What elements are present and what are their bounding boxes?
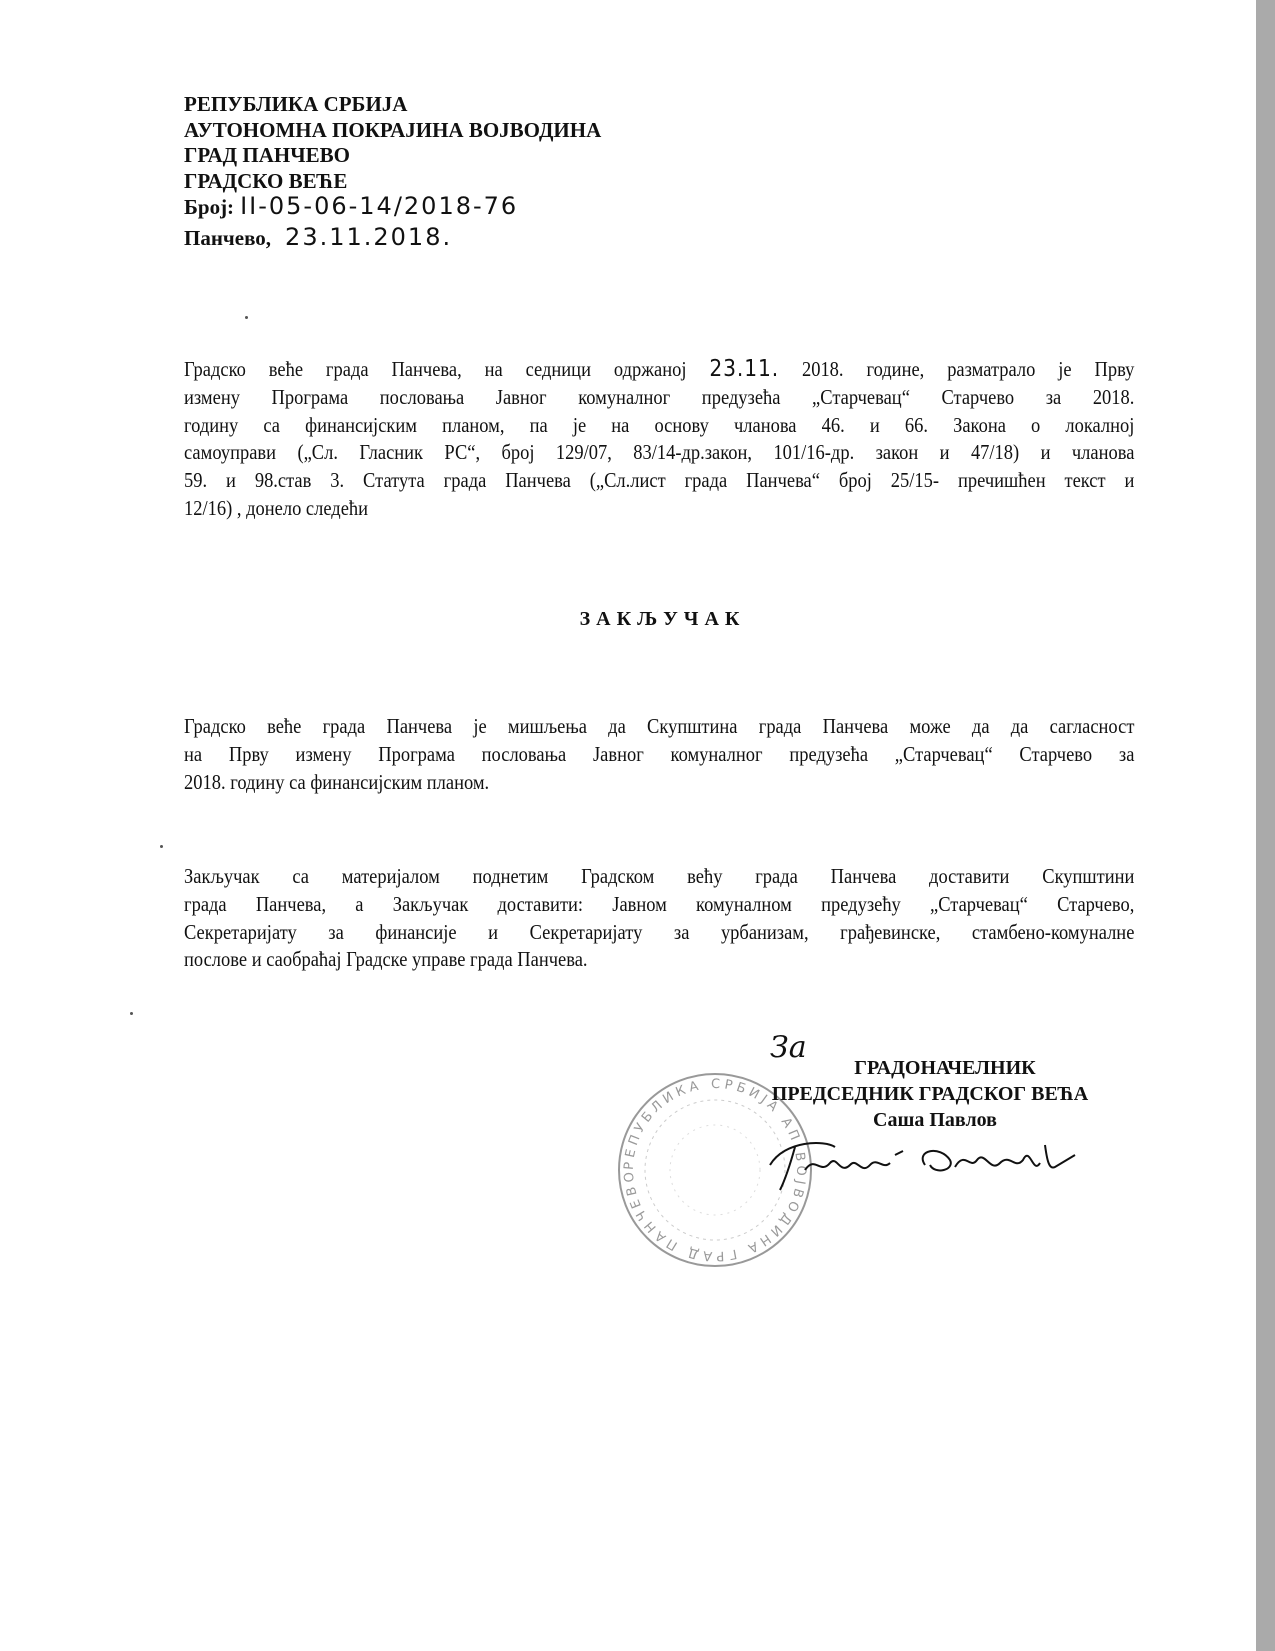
document-place-date (184, 222, 601, 252)
intro-line: самоуправи („Сл. Гласник РС“, број 129/07, 83/14-др.закон, 101/16-др. закон и 47/18) и чланова (184, 440, 1135, 465)
date-value: 23.11.2018. (285, 222, 453, 251)
delivery-line: града Панчева, а Закључак доставити: Јавном комуналном предузећу „Старчевац“ Старчево, (184, 891, 1135, 916)
signature-prefix: За (770, 1030, 807, 1065)
document-header (184, 92, 601, 251)
handwritten-signature (765, 1135, 1095, 1195)
intro-text: 2018. године, разматрало је Прву (801, 357, 1135, 381)
document-number (184, 194, 601, 221)
header-line: ГРАД ПАНЧЕВО (184, 143, 350, 167)
header-line: АУТОНОМНА ПОКРАЈИНА ВОЈВОДИНА (184, 117, 602, 142)
conclusion-paragraph (184, 713, 1134, 796)
meeting-date: 23.11. (709, 356, 780, 382)
number-value: II-05-06-14/2018-76 (240, 192, 519, 220)
scan-speck (245, 316, 248, 319)
scan-edge (1256, 0, 1275, 1651)
scan-speck (160, 845, 163, 848)
intro-line: 12/16) , донело следећи (184, 495, 369, 520)
conclusion-line: на Прву измену Програма пословања Јавног комуналног предузећа „Старчевац“ Старчево за (184, 741, 1135, 766)
intro-line: годину са финансијским планом, па је на основу чланова 46. и 66. Закона о локалној (184, 412, 1135, 437)
conclusion-line: 2018. годину са финансијским планом. (184, 769, 490, 794)
signature-block (740, 1055, 1120, 1133)
scan-speck (130, 1012, 133, 1015)
intro-paragraph (184, 356, 1134, 523)
signatory-role: ПРЕДСЕДНИК ГРАДСКОГ ВЕЋА (771, 1083, 1089, 1105)
delivery-line: Секретаријату за финансије и Секретаријату за урбанизам, грађевинске, стамбено-комуналне (184, 919, 1135, 944)
intro-line: 59. и 98.став 3. Статута града Панчева („Сл.лист града Панчева“ број 25/15- пречишћен текст и (184, 468, 1135, 493)
signatory-role: ГРАДОНАЧЕЛНИК (854, 1057, 1036, 1079)
stamp-text: РЕПУБЛИКА СРБИЈА АП ВОЈВОДИНА ГРАД ПАНЧЕВО (621, 1076, 809, 1264)
delivery-line: послове и саобраћај Градске управе града Панчева. (184, 947, 588, 972)
number-label: Број: (184, 195, 235, 219)
intro-line (184, 356, 1134, 384)
delivery-paragraph (184, 863, 1134, 974)
header-line: РЕПУБЛИКА СРБИЈА (184, 92, 408, 116)
document-title: ЗАКЉУЧАК (579, 608, 746, 630)
intro-line: измену Програма пословања Јавног комуналног предузећа „Старчевац“ Старчево за 2018. (184, 384, 1135, 409)
delivery-line: Закључак са материјалом поднетим Градском већу града Панчева доставити Скупштини (184, 864, 1135, 888)
header-line: ГРАДСКО ВЕЋЕ (184, 168, 348, 193)
intro-text: Градско веће града Панчева, на седници одржаној (184, 357, 687, 381)
signatory-name: Саша Павлов (873, 1109, 997, 1131)
conclusion-line: Градско веће града Панчева је мишљења да Скупштина града Панчева може да да сагласност (184, 714, 1135, 738)
place-label: Панчево, (184, 225, 272, 250)
